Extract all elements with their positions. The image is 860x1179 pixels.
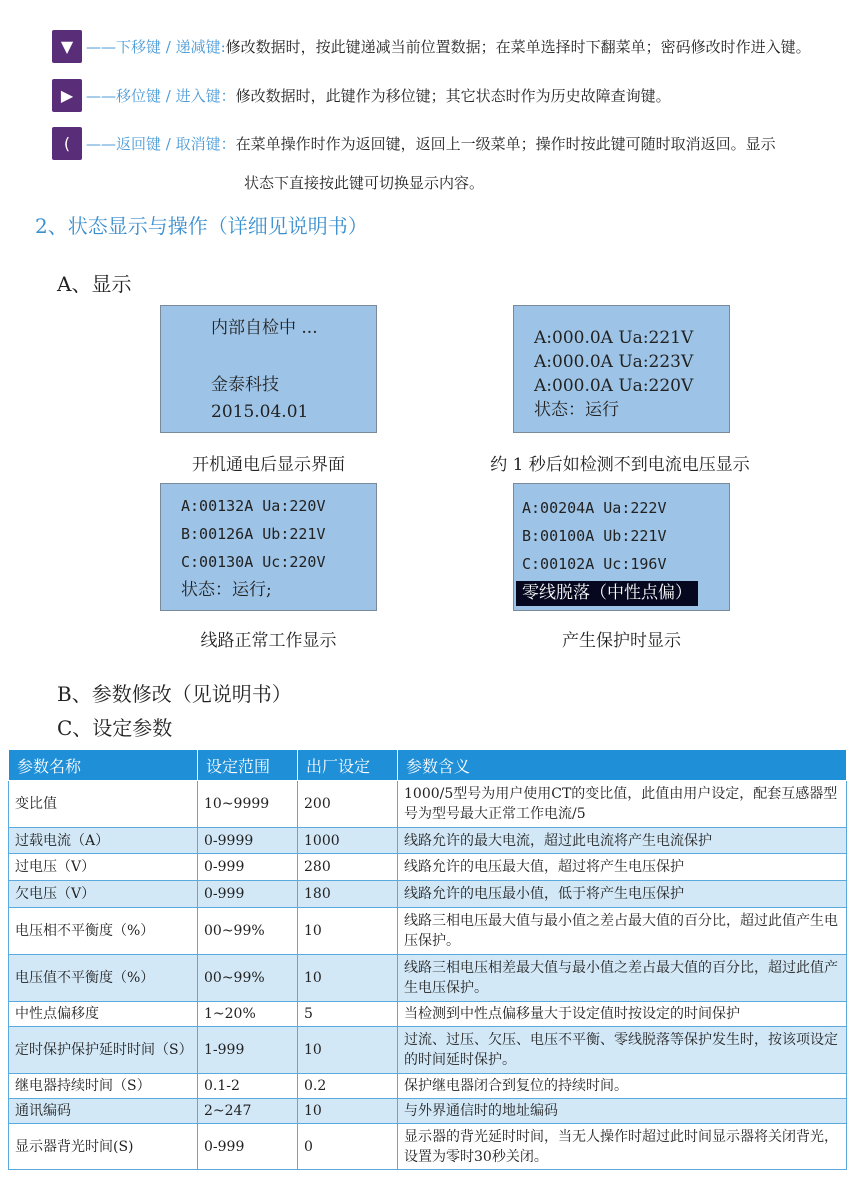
- param-default-cell: 5: [298, 1002, 398, 1027]
- table-row: [9, 1124, 847, 1170]
- param-name-cell: 电压值不平衡度（%）: [9, 955, 198, 1002]
- lcd-line: A:00204A Ua:222V: [522, 499, 667, 517]
- table-row: [9, 1027, 847, 1074]
- param-default-cell: 180: [298, 881, 398, 908]
- lcd-line: 金泰科技: [211, 375, 279, 395]
- param-name-cell: 过电压（V）: [9, 854, 198, 881]
- lcd-line: A:000.0A Ua:221V: [534, 328, 694, 348]
- subheading-settings: C、设定参数: [57, 716, 173, 740]
- key-label: ——下移键 / 递减键:: [86, 38, 226, 56]
- param-meaning-cell: 线路允许的电压最大值，超过将产生电压保护: [398, 854, 847, 881]
- lcd-screen-normal: [160, 483, 377, 611]
- param-range-cell: 1~20%: [198, 1002, 298, 1027]
- column-header: 参数名称: [9, 750, 198, 781]
- lcd-line: A:00132A Ua:220V: [181, 497, 326, 515]
- param-default-cell: 0: [298, 1124, 398, 1170]
- param-range-cell: 0.1-2: [198, 1074, 298, 1099]
- param-name-cell: 过载电流（A）: [9, 828, 198, 854]
- table-row: [9, 1074, 847, 1099]
- param-default-cell: 10: [298, 1099, 398, 1124]
- lcd-line: B:00100A Ub:221V: [522, 527, 667, 545]
- table-row: [9, 955, 847, 1002]
- lcd-screen-startup: [160, 305, 377, 433]
- right-triangle-icon: ▶: [52, 79, 82, 112]
- param-meaning-cell: 线路三相电压最大值与最小值之差占最大值的百分比，超过此值产生电压保护。: [398, 908, 847, 955]
- param-range-cell: 00~99%: [198, 955, 298, 1002]
- key-desc: 在菜单操作时作为返回键，返回上一级菜单；操作时按此键可随时取消返回。显示: [235, 135, 776, 153]
- param-name-cell: 显示器背光时间(S): [9, 1124, 198, 1170]
- param-default-cell: 200: [298, 781, 398, 828]
- param-meaning-cell: 1000/5型号为用户使用CT的变比值，此值由用户设定，配套互感器型号为型号最大正常工作电流/5: [398, 781, 847, 828]
- subheading-display: A、显示: [57, 272, 132, 296]
- param-name-cell: 定时保护保护延时时间（S）: [9, 1027, 198, 1074]
- param-name-cell: 中性点偏移度: [9, 1002, 198, 1027]
- lcd-line: A:000.0A Ua:220V: [534, 376, 694, 396]
- lcd-line: C:00102A Uc:196V: [522, 555, 667, 573]
- key-label: ——返回键 / 取消键：: [86, 135, 236, 153]
- lcd-caption: 开机通电后显示界面: [192, 455, 345, 475]
- subheading-param-modify: B、参数修改（见说明书）: [57, 682, 292, 706]
- column-header: 设定范围: [198, 750, 298, 781]
- param-range-cell: 0-999: [198, 854, 298, 881]
- table-row: [9, 828, 847, 854]
- key-right-row: [52, 79, 671, 112]
- param-range-cell: 2~247: [198, 1099, 298, 1124]
- param-meaning-cell: 线路允许的最大电流，超过此电流将产生电流保护: [398, 828, 847, 854]
- settings-table: [8, 749, 847, 1170]
- param-default-cell: 10: [298, 955, 398, 1002]
- section-heading: 2、状态显示与操作（详细见说明书）: [35, 214, 368, 238]
- param-meaning-cell: 保护继电器闭合到复位的持续时间。: [398, 1074, 847, 1099]
- table-row: [9, 1099, 847, 1124]
- param-default-cell: 10: [298, 1027, 398, 1074]
- param-meaning-cell: 当检测到中性点偏移量大于设定值时按设定的时间保护: [398, 1002, 847, 1027]
- param-meaning-cell: 线路三相电压相差最大值与最小值之差占最大值的百分比，超过此值产生电压保护。: [398, 955, 847, 1002]
- param-meaning-cell: 线路允许的电压最小值，低于将产生电压保护: [398, 881, 847, 908]
- key-desc-continued: 状态下直接按此键可切换显示内容。: [244, 174, 485, 192]
- key-down-row: [52, 30, 811, 63]
- down-triangle-icon: ▼: [52, 30, 82, 63]
- table-row: [9, 781, 847, 828]
- param-name-cell: 变比值: [9, 781, 198, 828]
- key-label: ——移位键 / 进入键：: [86, 87, 236, 105]
- param-default-cell: 280: [298, 854, 398, 881]
- key-desc: 修改数据时，按此键递减当前位置数据；在菜单选择时下翻菜单；密码修改时作进入键。: [225, 38, 811, 56]
- param-name-cell: 继电器持续时间（S）: [9, 1074, 198, 1099]
- lcd-caption: 产生保护时显示: [562, 631, 681, 651]
- lcd-caption: 约 1 秒后如检测不到电流电压显示: [490, 455, 750, 475]
- lcd-line: A:000.0A Ua:223V: [534, 352, 694, 372]
- param-range-cell: 0-999: [198, 1124, 298, 1170]
- param-meaning-cell: 过流、过压、欠压、电压不平衡、零线脱落等保护发生时，按该项设定的时间延时保护。: [398, 1027, 847, 1074]
- column-header: 出厂设定: [298, 750, 398, 781]
- table-row: [9, 854, 847, 881]
- lcd-caption: 线路正常工作显示: [200, 631, 337, 651]
- param-default-cell: 0.2: [298, 1074, 398, 1099]
- table-row: [9, 1002, 847, 1027]
- param-range-cell: 00~99%: [198, 908, 298, 955]
- param-name-cell: 通讯编码: [9, 1099, 198, 1124]
- param-default-cell: 10: [298, 908, 398, 955]
- param-range-cell: 0-999: [198, 881, 298, 908]
- lcd-line: B:00126A Ub:221V: [181, 525, 326, 543]
- lcd-line: 2015.04.01: [211, 402, 309, 422]
- param-range-cell: 10~9999: [198, 781, 298, 828]
- lcd-line: 内部自检中 ...: [211, 318, 318, 338]
- lcd-screen-protection: [513, 483, 730, 611]
- param-meaning-cell: 显示器的背光延时时间，当无人操作时超过此时间显示器将关闭背光，设置为零时30秒关闭。: [398, 1124, 847, 1170]
- lcd-line: C:00130A Uc:220V: [181, 553, 326, 571]
- table-row: [9, 881, 847, 908]
- lcd-alert-line: 零线脱落（中性点偏）: [516, 581, 698, 606]
- param-range-cell: 0-9999: [198, 828, 298, 854]
- param-range-cell: 1-999: [198, 1027, 298, 1074]
- key-desc: 修改数据时，此键作为移位键；其它状态时作为历史故障查询键。: [235, 87, 671, 105]
- table-header: [9, 750, 847, 781]
- param-meaning-cell: 与外界通信时的地址编码: [398, 1099, 847, 1124]
- lcd-screen-no-signal: [513, 305, 730, 433]
- param-default-cell: 1000: [298, 828, 398, 854]
- lcd-line: 状态：运行;: [181, 580, 272, 600]
- param-name-cell: 欠电压（V）: [9, 881, 198, 908]
- lcd-line: 状态：运行: [534, 400, 619, 420]
- table-row: [9, 908, 847, 955]
- param-name-cell: 电压相不平衡度（%）: [9, 908, 198, 955]
- column-header: 参数含义: [398, 750, 847, 781]
- key-return-row: [52, 127, 776, 160]
- return-icon: (: [52, 127, 82, 160]
